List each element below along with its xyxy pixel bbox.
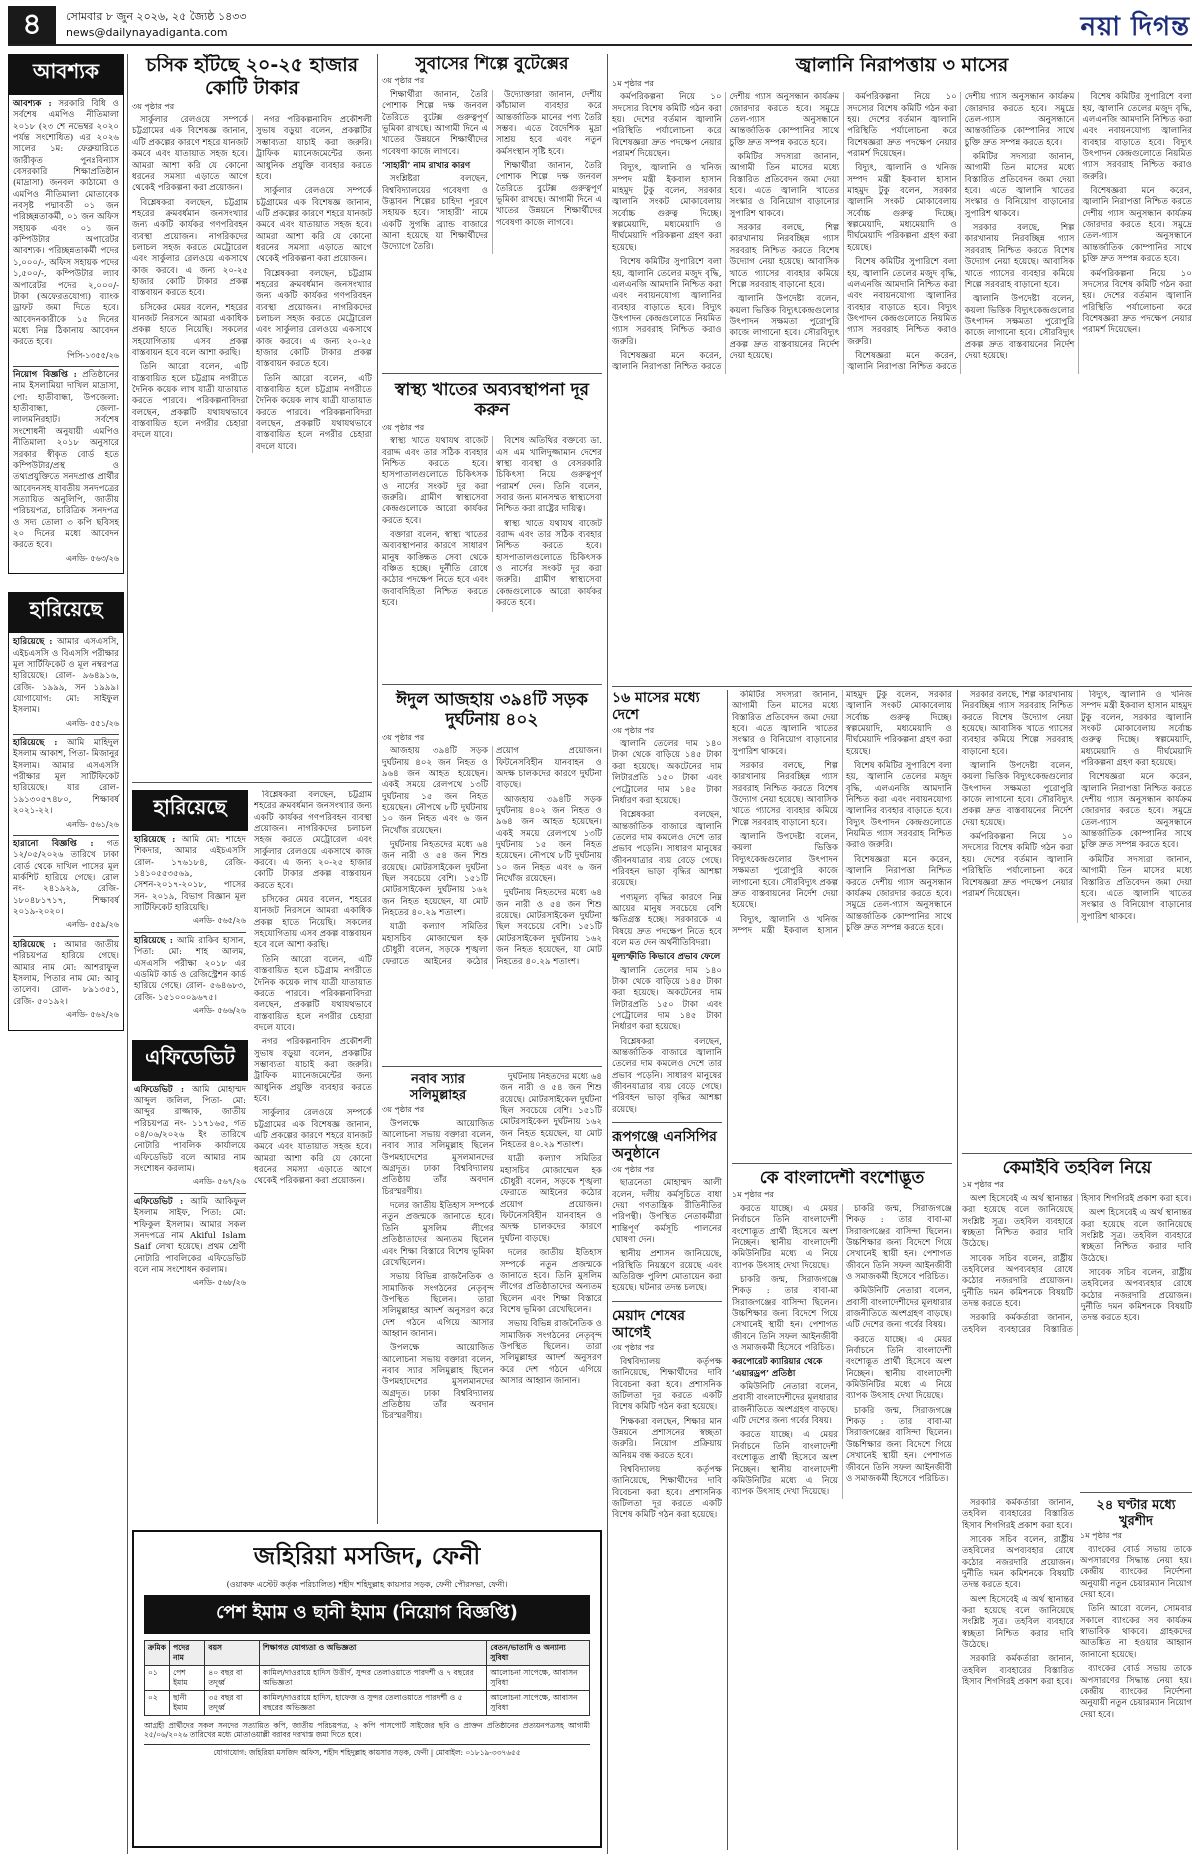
classified-item: হারিয়েছে : আমি মো: শাহেদ শিকদার, আমার এইচএসসি রোল- ১৭৬১৮৪, রেজি- ১৪১০৫৫৩৫৬৯, সেশন-২০১৭-২০১৮, পাসের সন- ২০১৯, বিভাগ বিজ্ঞান মূল সার্টিফিকেট হারিয়েছি। bbox=[134, 835, 246, 914]
lost-column-2 bbox=[132, 790, 248, 1520]
rupganj-headline: রূপগঞ্জে এনসিপির অনুষ্ঠানে bbox=[612, 1129, 717, 1162]
paragraph: তিনি আরো বলেন, এটি বাস্তবায়িত হলে চট্টগ্রাম নগরীতে দৈনিক কয়েক লাখ যাত্রী যাতায়াত করতে পারবে। পরিকল্পনাবিদরা বলছেন, প্রকল্পটি যথাযথভাবে বাস্তবায়িত হলে নগরীর চেহারা বদলে যাবে। bbox=[132, 362, 248, 441]
classified-code: এনডি- ৫৬৫/২৬ bbox=[193, 916, 246, 926]
mas16-article bbox=[612, 690, 722, 1850]
paragraph: স্থানীয় প্রশাসন জানিয়েছে, পরিস্থিতি নিয়ন্ত্রণে রয়েছে এবং অতিরিক্ত পুলিশ মোতায়েন করা হয়েছে। ঘটনার তদন্ত চলছে। bbox=[612, 1249, 722, 1294]
jwalani-article bbox=[612, 54, 1192, 682]
paragraph: জ্বালানি উপদেষ্টা বলেন, কয়লা ভিত্তিক বিদ্যুৎকেন্দ্রগুলোর উৎপাদন সক্ষমতা পুরোপুরি কাজে লাগানো হবে। সৌরবিদ্যুৎ প্রকল্প দ্রুত বাস্তবায়নের নির্দেশ দেয়া হয়েছে। bbox=[732, 832, 838, 911]
paragraph: শিক্ষার্থীরা জানান, তৈরি পোশাক শিল্পে দক্ষ জনবল তৈরিতে বুটেক্স গুরুত্বপূর্ণ ভূমিকা রাখছে। আগামী দিনে এ খাতের উন্নয়নে শিক্ষার্থীদের গবেষণা কাজে লাগবে। bbox=[496, 161, 602, 228]
paragraph: তিনি আরো বলেন, সোমবার সকালে ব্যাংকের সব কার্যক্রম স্বাভাবিক থাকবে। গ্রাহকদের আতঙ্কিত না হওয়ার আহ্বান জানানো হয়েছে। bbox=[1080, 1604, 1192, 1660]
paragraph: সাবেক সচিব বলেন, রাষ্ট্রীয় তহবিলের অপব্যবহার রোধে কঠোর নজরদারি প্রয়োজন। দুর্নীতি দমন কমিশনকে বিষয়টি তদন্ত করতে হবে। bbox=[1081, 1268, 1192, 1324]
jwalani-continued bbox=[732, 690, 952, 1160]
paragraph: দুর্ঘটনায় নিহতদের মধ্যে ৬৪ জন নারী ও ৫৪ জন শিশু রয়েছে। মোটরসাইকেল দুর্ঘটনা ছিল সবচেয়ে বেশি। ১৫১টি মোটরসাইকেল দুর্ঘটনায় ১৬২ জন নিহত হয়েছেন, যা মোট নিহতের ৪০.২৯ শতাংশ। bbox=[382, 840, 488, 919]
paragraph: সাবেক সচিব বলেন, রাষ্ট্রীয় তহবিলের অপব্যবহার রোধে কঠোর নজরদারি প্রয়োজন। দুর্নীতি দমন কমিশনকে বিষয়টি তদন্ত করতে হবে। bbox=[962, 1535, 1074, 1591]
paragraph: বিশেষ কমিটির সুপারিশে বলা হয়, জ্বালানি তেলের মজুদ বৃদ্ধি, এলএনজি আমদানি নিশ্চিত করা এবং নবায়নযোগ্য জ্বালানির ব্যবহার বাড়াতে হবে। বিদ্যুৎ উৎপাদন কেন্দ্রগুলোতে নিয়মিত গ্যাস সরবরাহ নিশ্চিত করাও জরুরি। bbox=[846, 761, 952, 851]
byline: ৩য় পৃষ্ঠার পর bbox=[382, 422, 425, 432]
notice-subtitle: (ওয়াকফ এস্টেট কর্তৃক পরিচালিত) শহীদ শহিদুল্লাহ কায়সার সড়ক, ফেনী পৌরসভা, ফেনী। bbox=[226, 1580, 508, 1589]
paragraph: বিদ্যুৎ, জ্বালানি ও খনিজ সম্পদ মন্ত্রী ইকবাল হাসান মাহমুদ টুকু বলেন, সরকার জ্বালানি সংকট মোকাবেলায় সর্বোচ্চ গুরুত্ব দিচ্ছে। স্বল্পমেয়াদি, মধ্যমেয়াদি ও দীর্ঘমেয়াদি পরিকল্পনা গ্রহণ করা হয়েছে। bbox=[1081, 690, 1192, 769]
paragraph: কর্মপরিকল্পনা নিয়ে ১০ সদস্যের বিশেষ কমিটি গঠন করা হয়। দেশের বর্তমান জ্বালানি পরিস্থিতি পর্যালোচনা করে বিশেষজ্ঞরা দ্রুত পদক্ষেপ নেয়ার পরামর্শ দিয়েছেন। bbox=[1082, 268, 1192, 336]
byline: ৩য় পৃষ্ঠার পর bbox=[612, 1164, 655, 1174]
paragraph: কমিউনিটি নেতারা বলেন, প্রবাসী বাংলাদেশীদের মূলধারার রাজনীতিতে অংশগ্রহণ বাড়ছে। এটি দেশের জন্য গর্বের বিষয়। bbox=[846, 1286, 952, 1331]
lost-title: হারিয়েছে bbox=[8, 592, 124, 633]
classified-code: এনডি- ৫৬৭/২৬ bbox=[193, 1177, 246, 1187]
paragraph: কর্মপরিকল্পনা নিয়ে ১০ সদস্যের বিশেষ কমিটি গঠন করা হয়। দেশের বর্তমান জ্বালানি পরিস্থিতি পর্যালোচনা করে বিশেষজ্ঞরা দ্রুত পদক্ষেপ নেয়ার পরামর্শ দিয়েছেন। bbox=[962, 832, 1073, 899]
classified-code: এনডি- ৫৬৬/২৬ bbox=[193, 1006, 246, 1016]
classified-item: হারানো বিজ্ঞপ্তি : গত ১২/০৫/২০২৬ তারিখে ঢাকা বোর্ড থেকে দাখিল পাসের মূল মার্কশিট হারিয়ে গেছে। রোল নং- ২৪১৯২৯, রেজি- ১৮০৪৮১৭১৭, শিক্ষাবর্ষ ২০১৯-২০২০। bbox=[13, 839, 119, 918]
classified-code: এনডি- ৫৬৩/২৬ bbox=[66, 553, 119, 563]
meyad-headline: মেয়াদ শেষের আগেই bbox=[612, 1307, 685, 1341]
paragraph: অংশ হিসেবেই এ অর্থ স্থানান্তর করা হয়েছে বলে জানিয়েছে সংশ্লিষ্ট সূত্র। তহবিল ব্যবহারে স্বচ্ছতা নিশ্চিত করার দাবি উঠেছে। bbox=[1081, 1208, 1192, 1264]
classified-code: এনডি- ৫৫১/২৬ bbox=[66, 718, 119, 728]
byline: ৩য় পৃষ্ঠার পর bbox=[382, 732, 425, 742]
paragraph: চাকরি জন্ম, সিরাজগঞ্জে শিকড় : তার বাবা-মা সিরাজগঞ্জের বাসিন্দা ছিলেন। উচ্চশিক্ষার জন্য বিদেশে গিয়ে সেখানেই স্থায়ী হন। পেশাগত জীবনে তিনি সফল আইনজীবী ও সমাজকর্মী হিসেবে পরিচিত। bbox=[846, 1405, 952, 1484]
paragraph: সংশ্লিষ্টরা বলছেন, বিশ্ববিদ্যালয়ের গবেষণা ও উদ্ভাবন শিল্পের চাহিদা পূরণে সহায়ক হবে। ‘সাহারী’ নামে একটি সুগন্ধি ব্র্যান্ড বাজারে আনা হয়েছে যা শিক্ষার্থীদের উদ্যোগে তৈরি। bbox=[382, 174, 488, 253]
paragraph: নগর পরিকল্পনাবিদ প্রকৌশলী সুভাষ বড়ুয়া বলেন, প্রকল্পটির সম্ভাব্যতা যাচাই করা জরুরি। ট্রাফিক ম্যানেজমেন্টের জন্য আধুনিক প্রযুক্তি ব্যবহার করতে হবে। bbox=[254, 1037, 372, 1104]
eid-headline: ঈদুল আজহায় ৩৯৪টি সড়ক দুর্ঘটনায় ৪০২ bbox=[396, 690, 588, 731]
classified-item: এফিডেভিট : আমি আকিফুল ইসলাম সাইফ, পিতা: মো: শফিকুল ইসলাম। আমার সকল সনদপত্রে নাম Akiful Islam Saif লেখা হয়েছে। প্রথম শ্রেণী নোটারি পাবলিকের এফিডেভিট বলে নাম সংশোধন করলাম। bbox=[134, 1196, 247, 1275]
classified-item: আবশ্যক : সরকারি বিধি ও সর্বশেষ এমপিও নীতিমালা ২০১৮ (২৩ শে নভেম্বর ২০২০ পর্যন্ত সংশোধিত) এর ২০২৬ সালের ১ম: ফেব্রুয়ারিতে জারীকৃত পুনঃবিন্যাস বেসরকারি শিক্ষাপ্রতিষ্ঠান (মাদ্রাসা) জনবল কাঠামো ও এমপিও নীতিমালা মোতাবেক নবসৃষ্ট পদ্মাবতী ০১ জন পরিচ্ছন্নতাকর্মী, ০১ জন অফিস সহায়ক এবং ০১ জন কম্পিউটার অপারেটর আবশ্যক। পরিচ্ছন্নতাকর্মী পদের ১,০০০/-, অফিস সহায়ক পদের ১,৫০০/-, কম্পিউটার ল্যাব অপারেটর পদের ২,০০০/- টাকা (অফেরতযোগ্য) ব্যাংক ড্রাফট জমা দিতে হবে। আবেদনকারীকে ১৫ দিনের মধ্যে নিম্ন ঠিকানায় আবেদন করতে হবে। bbox=[13, 99, 120, 348]
chasik-article bbox=[132, 54, 372, 774]
paragraph: শিক্ষার্থীরা জানান, তৈরি পোশাক শিল্পে দক্ষ জনবল তৈরিতে বুটেক্স গুরুত্বপূর্ণ ভূমিকা রাখছে। আগামী দিনে এ খাতের উন্নয়নে শিক্ষার্থীদের গবেষণা কাজে লাগবে। bbox=[382, 89, 488, 157]
paragraph: সভায় বিভিন্ন রাজনৈতিক ও সামাজিক সংগঠনের নেতৃবৃন্দ উপস্থিত ছিলেন। তারা সলিমুল্লাহর আদর্শ অনুসরণ করে দেশ গঠনে এগিয়ে আসার আহ্বান জানান। bbox=[382, 1272, 494, 1339]
notice-title: জহিরিয়া মসজিদ, ফেনী bbox=[253, 1542, 481, 1570]
paragraph: বিশেষজ্ঞরা মনে করেন, জ্বালানি নিরাপত্তা নিশ্চিত করতে দেশীয় গ্যাস অনুসন্ধান কার্যক্রম জোরদার করতে হবে। সমুদ্রে তেল-গ্যাস অনুসন্ধানে আন্তর্জাতিক কোম্পানির সাথে চুক্তি দ্রুত সম্পন্ন করতে হবে। bbox=[612, 92, 840, 373]
paragraph: জ্বালানি উপদেষ্টা বলেন, কয়লা ভিত্তিক বিদ্যুৎকেন্দ্রগুলোর উৎপাদন সক্ষমতা পুরোপুরি কাজে লাগানো হবে। সৌরবিদ্যুৎ প্রকল্প দ্রুত বাস্তবায়নের নির্দেশ দেয়া হয়েছে। bbox=[964, 294, 1075, 361]
table-row: ০২ ছানী ইমাম ৩৫ বছর বা তদূর্ধ্ব কামিল/দাওরায়ে হাদিস, হাফেজ ও সুন্দর তেলাওয়াতে পারদর্শী ও ৫ বছরের অভিজ্ঞতা আলোচনা সাপেক্ষে, আবাসন সুবিধা bbox=[145, 1690, 590, 1715]
paragraph: সরকারি কর্মকর্তারা জানান, তহবিল ব্যবহারের বিস্তারিত হিসাব শিগগিরই প্রকাশ করা হবে। bbox=[962, 1193, 1192, 1335]
classified-code: এনডি- ৫৫৯/২৬ bbox=[66, 920, 119, 930]
classified-item: হারিয়েছে : আমার এসএসসি, এইচএসসি ও বিএসসি পরীক্ষার মূল সার্টিফিকেট ও মূল নম্বরপত্র হারিয়েছে। রোল- ৯৬৪৯১৬, রেজি- ১৯৯৯, সন ১৯৯৯। যোগাযোগ: মো: সাইফুল ইসলাম। bbox=[13, 637, 119, 716]
subhead: মূল্যস্ফীতি কিভাবে প্রভাব ফেলে bbox=[612, 952, 721, 963]
paragraph: বিদ্যুৎ, জ্বালানি ও খনিজ সম্পদ মন্ত্রী ইকবাল হাসান মাহমুদ টুকু বলেন, সরকার জ্বালানি সংকট মোকাবেলায় সর্বোচ্চ গুরুত্ব দিচ্ছে। স্বল্পমেয়াদি, মধ্যমেয়াদি ও দীর্ঘমেয়াদি পরিকল্পনা গ্রহণ করা হয়েছে। bbox=[612, 163, 722, 253]
paragraph: চাকরি জন্ম, সিরাজগঞ্জে শিকড় : তার বাবা-মা সিরাজগঞ্জের বাসিন্দা ছিলেন। উচ্চশিক্ষার জন্য বিদেশে গিয়ে সেখানেই স্থায়ী হন। পেশাগত জীবনে তিনি সফল আইনজীবী ও সমাজকর্মী হিসেবে পরিচিত। bbox=[732, 1275, 838, 1354]
paragraph: কর্মপরিকল্পনা নিয়ে ১০ সদস্যের বিশেষ কমিটি গঠন করা হয়। দেশের বর্তমান জ্বালানি পরিস্থিতি পর্যালোচনা করে বিশেষজ্ঞরা দ্রুত পদক্ষেপ নেয়ার পরামর্শ দিয়েছেন। bbox=[847, 92, 957, 160]
paragraph: বিশ্লেষকরা বলছেন, আন্তর্জাতিক বাজারে জ্বালানি তেলের দাম কমলেও দেশে তার প্রভাব পড়েনি। সাধারণ মানুষের জীবনযাত্রার ব্যয় বেড়ে গেছে। পরিবহন ভাড়া বৃদ্ধির আশঙ্কা রয়েছে। bbox=[612, 810, 722, 889]
notice-contact: যোগাযোগ: জহিরিয়া মসজিদ অফিস, শহীদ শহিদুল্লাহ কায়সার সড়ক, ফেনী | মোবাইল: ০১৮১৯-৩৩৭৬৫৫ bbox=[144, 1744, 590, 1758]
byline: ৩য় পৃষ্ঠার পর bbox=[612, 725, 655, 735]
paragraph: সার্কুলার রেলওয়ে সম্পর্কে চট্টগ্রামের এক বিশেষজ্ঞ জানান, এটি প্রকল্পের কারণে শহরে যানজট কমবে এবং যাতায়াত সহজ হবে। আমরা আশা করি যে কোনো ধরনের সমস্যা এড়াতে আগে থেকেই পরিকল্পনা করা প্রয়োজন। bbox=[256, 186, 372, 265]
wanted-box bbox=[8, 95, 124, 574]
subas-headline: সুবাসের শিল্পে বুটেক্সের bbox=[415, 54, 569, 74]
paragraph: উপলক্ষে আয়োজিত আলোচনা সভায় বক্তারা বলেন, নবাব স্যার সলিমুল্লাহ ছিলেন উপমহাদেশের মুসলমানদের অগ্রদূত। ঢাকা বিশ্ববিদ্যালয় প্রতিষ্ঠায় তাঁর অবদান চিরস্মরণীয়। bbox=[382, 1118, 494, 1197]
paragraph: জ্বালানি উপদেষ্টা বলেন, কয়লা ভিত্তিক বিদ্যুৎকেন্দ্রগুলোর উৎপাদন সক্ষমতা পুরোপুরি কাজে লাগানো হবে। সৌরবিদ্যুৎ প্রকল্প দ্রুত বাস্তবায়নের নির্দেশ দেয়া হয়েছে। bbox=[729, 294, 840, 361]
paragraph: বিশ্ববিদ্যালয় কর্তৃপক্ষ জানিয়েছে, শিক্ষার্থীদের দাবি বিবেচনা করা হবে। প্রশাসনিক জটিলতা দূর করতে একটি বিশেষ কমিটি গঠন করা হয়েছে। bbox=[612, 1356, 722, 1413]
paragraph: অংশ হিসেবেই এ অর্থ স্থানান্তর করা হয়েছে বলে জানিয়েছে সংশ্লিষ্ট সূত্র। তহবিল ব্যবহারে স্বচ্ছতা নিশ্চিত করার দাবি উঠেছে। bbox=[962, 1193, 1073, 1250]
paragraph: বিশেষ কমিটির সুপারিশে বলা হয়, জ্বালানি তেলের মজুদ বৃদ্ধি, এলএনজি আমদানি নিশ্চিত করা এবং নবায়নযোগ্য জ্বালানির ব্যবহার বাড়াতে হবে। বিদ্যুৎ উৎপাদন কেন্দ্রগুলোতে নিয়মিত গ্যাস সরবরাহ নিশ্চিত করাও জরুরি। bbox=[612, 257, 722, 347]
paragraph: উদ্যোক্তারা জানান, দেশীয় কাঁচামাল ব্যবহার করে আন্তর্জাতিক মানের পণ্য তৈরি সম্ভব। এতে বৈদেশিক মুদ্রা সাশ্রয় হবে এবং নতুন কর্মসংস্থান সৃষ্টি হবে। bbox=[496, 89, 602, 157]
khurshid-article bbox=[1080, 1498, 1192, 1850]
email-address[interactable]: news@dailynayadiganta.com bbox=[66, 26, 228, 39]
khurshid-headline: ২৪ ঘণ্টার মধ্যে খুরশীদ bbox=[1096, 1498, 1176, 1529]
issue-date: সোমবার ৮ জুন ২০২৬, ২৫ জ্যৈষ্ঠ ১৪৩৩ bbox=[66, 10, 247, 23]
byline: ৩য় পৃষ্ঠার পর bbox=[612, 1343, 655, 1353]
chasik-continued bbox=[254, 790, 372, 1520]
lost-title-2: হারিয়েছে bbox=[132, 790, 248, 831]
classified-item: এফিডেভিট : আমি মোহাম্মদ আব্দুল জলিল, পিতা- মো: আব্দুর রাজ্জাক, জাতীয় পরিচয়পত্র নং- ১১৭১৬৫, গত ০৪/০৬/২০২৬ ইং তারিখে নোটারি পাবলিক কার্যালয়ে এফিডেভিট বলে আমার নাম সংশোধন করলাম। bbox=[134, 1084, 247, 1174]
column-header: বেতন/ভাতাদি ও অন্যান্য সুবিধা bbox=[487, 1640, 590, 1665]
eid-continued bbox=[500, 1072, 602, 1522]
paragraph: যাত্রী কল্যাণ সমিতির মহাসচিব মোজাম্মেল হক চৌধুরী বলেন, সড়কে শৃঙ্খলা ফেরাতে আইনের কঠোর প্রয়োগ প্রয়োজন। ফিটনেসবিহীন যানবাহন ও অদক্ষ চালকদের কারণে দুর্ঘটনা বাড়ছে। bbox=[500, 1154, 602, 1244]
paragraph: সাবেক সচিব বলেন, রাষ্ট্রীয় তহবিলের অপব্যবহার রোধে কঠোর নজরদারি প্রয়োজন। দুর্নীতি দমন কমিশনকে বিষয়টি তদন্ত করতে হবে। bbox=[962, 1253, 1073, 1310]
lost-box bbox=[8, 633, 124, 1030]
vacancy-table bbox=[144, 1640, 590, 1716]
paragraph: বিশ্লেষকরা বলছেন, চট্টগ্রাম শহরের ক্রমবর্ধমান জনসংখ্যার জন্য একটি কার্যকর গণপরিবহন ব্যবস্থা প্রয়োজন। নাগরিকদের চলাচল সহজ করতে মেট্রোরেল এবং সার্কুলার রেলওয়ে একসাথে কাজ করবে। এ জন্য ২০-২৫ হাজার কোটি টাকার প্রকল্প বাস্তবায়ন করতে হবে। bbox=[256, 268, 372, 370]
paragraph: পণ্যমূল্য বৃদ্ধির কারণে নিম্ন আয়ের মানুষ সবচেয়ে বেশি ক্ষতিগ্রস্ত হচ্ছে। সরকারকে এ বিষয়ে দ্রুত পদক্ষেপ নিতে হবে বলে মত দেন অর্থনীতিবিদরা। bbox=[612, 892, 722, 948]
paragraph: স্বাস্থ্য খাতে যথাযথ বাজেট বরাদ্দ এবং তার সঠিক ব্যবহার নিশ্চিত করতে হবে। হাসপাতালগুলোতে চিকিৎসক ও নার্সের সংকট দূর করা জরুরি। গ্রামীণ স্বাস্থ্যসেবা কেন্দ্রগুলোকে আরো কার্যকর করতে হবে। bbox=[382, 436, 488, 526]
column-header: শিক্ষাগত যোগ্যতা ও অভিজ্ঞতা bbox=[259, 1640, 487, 1665]
nabab-article bbox=[382, 1072, 494, 1522]
paragraph: সার্কুলার রেলওয়ে সম্পর্কে চট্টগ্রামের এক বিশেষজ্ঞ জানান, এটি প্রকল্পের কারণে শহরে যানজট কমবে এবং যাতায়াত সহজ হবে। আমরা আশা করি যে কোনো ধরনের সমস্যা এড়াতে আগে থেকেই পরিকল্পনা করা প্রয়োজন। bbox=[132, 115, 248, 194]
page-number: ৪ bbox=[8, 6, 56, 44]
taheli-continued bbox=[962, 1498, 1074, 1850]
paragraph: সরকার বলছে, শিল্প কারখানায় নিরবচ্ছিন্ন গ্যাস সরবরাহ নিশ্চিত করতে বিশেষ উদ্যোগ নেয়া হয়েছে। আবাসিক খাতে গ্যাসের ব্যবহার কমিয়ে শিল্পে সরবরাহ বাড়ানো হবে। bbox=[732, 761, 838, 828]
nabab-headline: নবাব স্যার সলিমুল্লাহর bbox=[409, 1072, 467, 1103]
bangladeshi-headline: কে বাংলাদেশী বংশোদ্ভূত bbox=[759, 1168, 925, 1188]
wanted-title: আবশ্যক bbox=[8, 54, 124, 95]
byline: ১ম পৃষ্ঠার পর bbox=[1080, 1531, 1122, 1541]
byline: ১ম পৃষ্ঠার পর bbox=[732, 1190, 774, 1200]
classified-item: হারিয়েছে : আমার জাতীয় পরিচয়পত্র হারিয়ে গেছে। আমার নাম মো: আশরাফুল ইসলাম, পিতার নাম মো: আবু তালেব। রোল- ৮৯১৩৫১, রেজি- ৫০১৯২। bbox=[13, 940, 119, 1007]
jwalani-headline: জ্বালানি নিরাপত্তায় ৩ মাসের bbox=[795, 54, 1009, 76]
paragraph: চসিকের মেয়র বলেন, শহরের যানজট নিরসনে আমরা একাধিক প্রকল্প হাতে নিয়েছি। সকলের সহযোগিতায় এসব প্রকল্প বাস্তবায়ন হবে বলে আশা করছি। bbox=[254, 895, 372, 951]
paragraph: সরকারি কর্মকর্তারা জানান, তহবিল ব্যবহারের বিস্তারিত হিসাব শিগগিরই প্রকাশ করা হবে। bbox=[962, 1498, 1074, 1531]
swasthya-headline: স্বাস্থ্য খাতের অব্যবস্থাপনা দূর করুন bbox=[395, 380, 589, 421]
byline: ৩য় পৃষ্ঠার পর bbox=[132, 101, 175, 111]
paragraph: ব্যাংকের বোর্ড সভায় তাকে অপসারণের সিদ্ধান্ত নেয়া হয়। কেন্দ্রীয় ব্যাংকের নির্দেশনা অনুযায়ী নতুন চেয়ারম্যান নিয়োগ দেয়া হবে। bbox=[1080, 1664, 1192, 1720]
chasik-headline: চসিক হাঁটছে ২০-২৫ হাজার কোটি টাকার bbox=[145, 54, 359, 99]
paragraph: কর্মপরিকল্পনা নিয়ে ১০ সদস্যের বিশেষ কমিটি গঠন করা হয়। দেশের বর্তমান জ্বালানি পরিস্থিতি পর্যালোচনা করে বিশেষজ্ঞরা দ্রুত পদক্ষেপ নেয়ার পরামর্শ দিয়েছেন। bbox=[612, 92, 722, 160]
paragraph: বিশ্লেষকরা বলছেন, আন্তর্জাতিক বাজারে জ্বালানি তেলের দাম কমলেও দেশে তার প্রভাব পড়েনি। সাধারণ মানুষের জীবনযাত্রার ব্যয় বেড়ে গেছে। পরিবহন ভাড়া বৃদ্ধির আশঙ্কা রয়েছে। bbox=[612, 1036, 722, 1115]
column-header: ক্রমিক bbox=[145, 1640, 170, 1665]
paragraph: বিশেষ অতিথির বক্তব্যে ডা. এস এম খালিদুজ্জামান দেশের স্বাস্থ্য ব্যবস্থা ও বেসরকারি চিকিৎসা নিয়ে গুরুত্বপূর্ণ পরামর্শ দেন। তিনি বলেন, সবার জন্য মানসম্মত স্বাস্থ্যসেবা নিশ্চিত করা রাষ্ট্রের দায়িত্ব। bbox=[496, 436, 602, 515]
paragraph: বিদ্যুৎ, জ্বালানি ও খনিজ সম্পদ মন্ত্রী ইকবাল হাসান মাহমুদ টুকু বলেন, সরকার জ্বালানি সংকট মোকাবেলায় সর্বোচ্চ গুরুত্ব দিচ্ছে। স্বল্পমেয়াদি, মধ্যমেয়াদি ও দীর্ঘমেয়াদি পরিকল্পনা গ্রহণ করা হয়েছে। bbox=[847, 163, 957, 253]
paragraph: কমিটির সদস্যরা জানান, আগামী তিন মাসের মধ্যে বিস্তারিত প্রতিবেদন জমা দেয়া হবে। এতে জ্বালানি খাতের সংস্কার ও বিনিয়োগ বাড়ানোর সুপারিশ থাকবে। bbox=[729, 152, 840, 219]
paragraph: অংশ হিসেবেই এ অর্থ স্থানান্তর করা হয়েছে বলে জানিয়েছে সংশ্লিষ্ট সূত্র। তহবিল ব্যবহারে স্বচ্ছতা নিশ্চিত করার দাবি উঠেছে। bbox=[962, 1594, 1074, 1651]
paragraph: সরকার বলছে, শিল্প কারখানায় নিরবচ্ছিন্ন গ্যাস সরবরাহ নিশ্চিত করতে বিশেষ উদ্যোগ নেয়া হয়েছে। আবাসিক খাতে গ্যাসের ব্যবহার কমিয়ে শিল্পে সরবরাহ বাড়ানো হবে। bbox=[729, 223, 840, 290]
newspaper-logo: নয়া দিগন্ত bbox=[1080, 12, 1190, 42]
paragraph: বিশেষজ্ঞরা মনে করেন, জ্বালানি নিরাপত্তা নিশ্চিত করতে দেশীয় গ্যাস অনুসন্ধান কার্যক্রম জোরদার করতে হবে। সমুদ্রে তেল-গ্যাস অনুসন্ধানে আন্তর্জাতিক কোম্পানির সাথে চুক্তি দ্রুত সম্পন্ন করতে হবে। bbox=[846, 854, 952, 933]
classified-item: হারিয়েছে : আমি মাহিদুল ইসলাম আকাশ, পিতা- মিজানুর ইসলাম। আমার এসএসসি পরীক্ষার মূল সার্টিফিকেট হারিয়েছে। যার রোল- ১৯১৩০৫৭৪৮০, শিক্ষাবর্ষ ২০২১-২২। bbox=[13, 738, 119, 817]
paragraph: যাত্রী কল্যাণ সমিতির মহাসচিব মোজাম্মেল হক চৌধুরী বলেন, সড়কে শৃঙ্খলা ফেরাতে আইনের কঠোর প্রয়োগ প্রয়োজন। ফিটনেসবিহীন যানবাহন ও অদক্ষ চালকদের কারণে দুর্ঘটনা বাড়ছে। bbox=[382, 746, 602, 967]
paragraph: কমিটির সদস্যরা জানান, আগামী তিন মাসের মধ্যে বিস্তারিত প্রতিবেদন জমা দেয়া হবে। এতে জ্বালানি খাতের সংস্কার ও বিনিয়োগ বাড়ানোর সুপারিশ থাকবে। bbox=[1081, 854, 1192, 922]
subhead: করপোরেট ক্যারিয়ার থেকে ‘এয়ারড্রপ’ প্রতিষ্ঠা bbox=[732, 1357, 823, 1379]
paragraph: করতে যাচ্ছে। এ মেয়র নির্বাচনে তিনি বাংলাদেশী বংশোদ্ভূত প্রার্থী হিসেবে অংশ নিচ্ছেন। স্থানীয় বাংলাদেশী কমিউনিটির মধ্যে এ নিয়ে ব্যাপক উৎসাহ দেখা দিয়েছে। bbox=[732, 1203, 838, 1271]
paragraph: জ্বালানি তেলের দাম ১৪০ টাকা থেকে বাড়িয়ে ১৪৫ টাকা করা হয়েছে। অকটেনের দাম লিটারপ্রতি ১৫০ টাকা এবং পেট্রোলের দাম ১৪৫ টাকা নির্ধারণ করা হয়েছে। bbox=[612, 965, 722, 1033]
byline: ১ম পৃষ্ঠার পর bbox=[612, 78, 654, 88]
paragraph: দলের জাতীয় ইতিহাস সম্পর্কে নতুন প্রজন্মকে জানাতে হবে। তিনি মুসলিম লীগের প্রতিষ্ঠাতাদের অন্যতম ছিলেন এবং শিক্ষা বিস্তারে বিশেষ ভূমিকা রেখেছিলেন। bbox=[500, 1248, 602, 1315]
subas-article bbox=[382, 54, 602, 369]
paragraph: বিশ্লেষকরা বলছেন, চট্টগ্রাম শহরের ক্রমবর্ধমান জনসংখ্যার জন্য একটি কার্যকর গণপরিবহন ব্যবস্থা প্রয়োজন। নাগরিকদের চলাচল সহজ করতে মেট্রোরেল এবং সার্কুলার রেলওয়ে একসাথে কাজ করবে। এ জন্য ২০-২৫ হাজার কোটি টাকার প্রকল্প বাস্তবায়ন করতে হবে। bbox=[132, 197, 248, 299]
paragraph: জ্বালানি তেলের দাম ১৪০ টাকা থেকে বাড়িয়ে ১৪৫ টাকা করা হয়েছে। অকটেনের দাম লিটারপ্রতি ১৫০ টাকা এবং পেট্রোলের দাম ১৪৫ টাকা নির্ধারণ করা হয়েছে। bbox=[612, 739, 722, 806]
paragraph: দুর্ঘটনায় নিহতদের মধ্যে ৬৪ জন নারী ও ৫৪ জন শিশু রয়েছে। মোটরসাইকেল দুর্ঘটনা ছিল সবচেয়ে বেশি। ১৫১টি মোটরসাইকেল দুর্ঘটনায় ১৬২ জন নিহত হয়েছেন, যা মোট নিহতের ৪০.২৯ শতাংশ। bbox=[500, 1072, 602, 1151]
paragraph: কমিটির সদস্যরা জানান, আগামী তিন মাসের মধ্যে বিস্তারিত প্রতিবেদন জমা দেয়া হবে। এতে জ্বালানি খাতের সংস্কার ও বিনিয়োগ বাড়ানোর সুপারিশ থাকবে। bbox=[732, 690, 838, 757]
paragraph: বক্তারা বলেন, স্বাস্থ্য খাতের অব্যবস্থাপনার কারণে সাধারণ মানুষ কাঙ্ক্ষিত সেবা থেকে বঞ্চিত হচ্ছে। দুর্নীতি রোধে কঠোর পদক্ষেপ নিতে হবে এবং জবাবদিহিতা নিশ্চিত করতে হবে। bbox=[382, 530, 488, 609]
paragraph: চসিকের মেয়র বলেন, শহরের যানজট নিরসনে আমরা একাধিক প্রকল্প হাতে নিয়েছি। সকলের সহযোগিতায় এসব প্রকল্প বাস্তবায়ন হবে বলে আশা করছি। bbox=[132, 302, 248, 359]
paragraph: আজহায় ৩৯৪টি সড়ক দুর্ঘটনায় ৪০২ জন নিহত ও ৯৬৪ জন আহত হয়েছেন। একই সময়ে রেলপথে ১৩টি দুর্ঘটনায় ১৫ জন নিহত হয়েছেন। নৌপথে ৮টি দুর্ঘটনায় ১০ জন নিহত এবং ৬ জন নিখোঁজ রয়েছেন। bbox=[382, 746, 488, 836]
eid-article bbox=[382, 690, 602, 1062]
paragraph: তিনি আরো বলেন, এটি বাস্তবায়িত হলে চট্টগ্রাম নগরীতে দৈনিক কয়েক লাখ যাত্রী যাতায়াত করতে পারবে। পরিকল্পনাবিদরা বলছেন, প্রকল্পটি যথাযথভাবে বাস্তবায়িত হলে নগরীর চেহারা বদলে যাবে। bbox=[254, 954, 372, 1033]
paragraph: সভায় বিভিন্ন রাজনৈতিক ও সামাজিক সংগঠনের নেতৃবৃন্দ উপস্থিত ছিলেন। তারা সলিমুল্লাহর আদর্শ অনুসরণ করে দেশ গঠনে এগিয়ে আসার আহ্বান জানান। bbox=[500, 1319, 602, 1386]
notice-banner: পেশ ইমাম ও ছানী ইমাম (নিয়োগ বিজ্ঞপ্তি) bbox=[144, 1595, 590, 1634]
byline: ১ম পৃষ্ঠার পর bbox=[962, 1180, 1004, 1190]
paragraph: জ্বালানি উপদেষ্টা বলেন, কয়লা ভিত্তিক বিদ্যুৎকেন্দ্রগুলোর উৎপাদন সক্ষমতা পুরোপুরি কাজে লাগানো হবে। সৌরবিদ্যুৎ প্রকল্প দ্রুত বাস্তবায়নের নির্দেশ দেয়া হয়েছে। bbox=[962, 761, 1073, 828]
paragraph: দলের জাতীয় ইতিহাস সম্পর্কে নতুন প্রজন্মকে জানাতে হবে। তিনি মুসলিম লীগের প্রতিষ্ঠাতাদের অন্যতম ছিলেন এবং শিক্ষা বিস্তারে বিশেষ ভূমিকা রেখেছিলেন। bbox=[382, 1201, 494, 1268]
paragraph: কমিটির সদস্যরা জানান, আগামী তিন মাসের মধ্যে বিস্তারিত প্রতিবেদন জমা দেয়া হবে। এতে জ্বালানি খাতের সংস্কার ও বিনিয়োগ বাড়ানোর সুপারিশ থাকবে। bbox=[964, 152, 1075, 219]
jwalani-right-continued bbox=[962, 690, 1192, 1150]
classifieds-column bbox=[8, 54, 124, 1854]
paragraph: স্বাস্থ্য খাতে যথাযথ বাজেট বরাদ্দ এবং তার সঠিক ব্যবহার নিশ্চিত করতে হবে। হাসপাতালগুলোতে চিকিৎসক ও নার্সের সংকট দূর করা জরুরি। গ্রামীণ স্বাস্থ্যসেবা কেন্দ্রগুলোকে আরো কার্যকর করতে হবে। bbox=[496, 518, 602, 609]
paragraph: বিদ্যুৎ, জ্বালানি ও খনিজ সম্পদ মন্ত্রী ইকবাল হাসান মাহমুদ টুকু বলেন, সরকার জ্বালানি সংকট মোকাবেলায় সর্বোচ্চ গুরুত্ব দিচ্ছে। স্বল্পমেয়াদি, মধ্যমেয়াদি ও দীর্ঘমেয়াদি পরিকল্পনা গ্রহণ করা হয়েছে। bbox=[732, 690, 952, 936]
paragraph: ব্যাংকের বোর্ড সভায় তাকে অপসারণের সিদ্ধান্ত নেয়া হয়। কেন্দ্রীয় ব্যাংকের নির্দেশনা অনুযায়ী নতুন চেয়ারম্যান নিয়োগ দেয়া হবে। bbox=[1080, 1544, 1192, 1601]
paragraph: আজহায় ৩৯৪টি সড়ক দুর্ঘটনায় ৪০২ জন নিহত ও ৯৬৪ জন আহত হয়েছেন। একই সময়ে রেলপথে ১৩টি দুর্ঘটনায় ১৫ জন নিহত হয়েছেন। নৌপথে ৮টি দুর্ঘটনায় ১০ জন নিহত এবং ৬ জন নিখোঁজ রয়েছেন। bbox=[496, 794, 602, 885]
paragraph: সরকারি কর্মকর্তারা জানান, তহবিল ব্যবহারের বিস্তারিত হিসাব শিগগিরই প্রকাশ করা হবে। bbox=[962, 1654, 1074, 1688]
paragraph: বিশ্ববিদ্যালয় কর্তৃপক্ষ জানিয়েছে, শিক্ষার্থীদের দাবি বিবেচনা করা হবে। প্রশাসনিক জটিলতা দূর করতে একটি বিশেষ কমিটি গঠন করা হয়েছে। bbox=[612, 1464, 722, 1521]
column-header: পদের নাম bbox=[170, 1640, 205, 1665]
paragraph: বিশেষ কমিটির সুপারিশে বলা হয়, জ্বালানি তেলের মজুদ বৃদ্ধি, এলএনজি আমদানি নিশ্চিত করা এবং নবায়নযোগ্য জ্বালানির ব্যবহার বাড়াতে হবে। বিদ্যুৎ উৎপাদন কেন্দ্রগুলোতে নিয়মিত গ্যাস সরবরাহ নিশ্চিত করাও জরুরি। bbox=[1082, 92, 1192, 182]
notice-instructions: আগ্রহী প্রার্থীদের সকল সনদের সত্যায়িত কপি, জাতীয় পরিচয়পত্র, ২ কপি পাসপোর্ট সাইজের ছবি ও প্রাক্তন প্রতিষ্ঠানের প্রত্যয়নপত্রসহ আগামী ২৫/০৬/২০২৬ তারিখের মধ্যে মোতাওয়াল্লী বরাবর দরখাস্ত জমা দিতে হবে। bbox=[144, 1720, 590, 1740]
paragraph: তিনি আরো বলেন, এটি বাস্তবায়িত হলে চট্টগ্রাম নগরীতে দৈনিক কয়েক লাখ যাত্রী যাতায়াত করতে পারবে। পরিকল্পনাবিদরা বলছেন, প্রকল্পটি যথাযথভাবে বাস্তবায়িত হলে নগরীর চেহারা বদলে যাবে। bbox=[256, 373, 372, 452]
paragraph: সরকার বলছে, শিল্প কারখানায় নিরবচ্ছিন্ন গ্যাস সরবরাহ নিশ্চিত করতে বিশেষ উদ্যোগ নেয়া হয়েছে। আবাসিক খাতে গ্যাসের ব্যবহার কমিয়ে শিল্পে সরবরাহ বাড়ানো হবে। bbox=[962, 690, 1073, 757]
paragraph: বিশেষ কমিটির সুপারিশে বলা হয়, জ্বালানি তেলের মজুদ বৃদ্ধি, এলএনজি আমদানি নিশ্চিত করা এবং নবায়নযোগ্য জ্বালানির ব্যবহার বাড়াতে হবে। বিদ্যুৎ উৎপাদন কেন্দ্রগুলোতে নিয়মিত গ্যাস সরবরাহ নিশ্চিত করাও জরুরি। bbox=[847, 257, 957, 347]
paragraph: সার্কুলার রেলওয়ে সম্পর্কে চট্টগ্রামের এক বিশেষজ্ঞ জানান, এটি প্রকল্পের কারণে শহরে যানজট কমবে এবং যাতায়াত সহজ হবে। আমরা আশা করি যে কোনো ধরনের সমস্যা এড়াতে আগে থেকেই পরিকল্পনা করা প্রয়োজন। bbox=[254, 1108, 372, 1187]
taheli-article bbox=[962, 1158, 1192, 1488]
swasthya-article bbox=[382, 380, 602, 678]
classified-code: এনডি- ৫৬২/২৬ bbox=[66, 1010, 119, 1020]
column-header: বয়স bbox=[205, 1640, 260, 1665]
paragraph: উপলক্ষে আয়োজিত আলোচনা সভায় বক্তারা বলেন, নবাব স্যার সলিমুল্লাহ ছিলেন উপমহাদেশের মুসলমানদের অগ্রদূত। ঢাকা বিশ্ববিদ্যালয় প্রতিষ্ঠায় তাঁর অবদান চিরস্মরণীয়। bbox=[382, 1343, 494, 1422]
paragraph: বিশেষজ্ঞরা মনে করেন, জ্বালানি নিরাপত্তা নিশ্চিত করতে দেশীয় গ্যাস অনুসন্ধান কার্যক্রম জোরদার করতে হবে। সমুদ্রে তেল-গ্যাস অনুসন্ধানে আন্তর্জাতিক কোম্পানির সাথে চুক্তি দ্রুত সম্পন্ন করতে হবে। bbox=[847, 92, 1075, 373]
classified-code: এনডি- ৫৬১/২৬ bbox=[66, 819, 119, 829]
paragraph: নগর পরিকল্পনাবিদ প্রকৌশলী সুভাষ বড়ুয়া বলেন, প্রকল্পটির সম্ভাব্যতা যাচাই করা জরুরি। ট্রাফিক ম্যানেজমেন্টের জন্য আধুনিক প্রযুক্তি ব্যবহার করতে হবে। bbox=[256, 115, 372, 182]
paragraph: দুর্ঘটনায় নিহতদের মধ্যে ৬৪ জন নারী ও ৫৪ জন শিশু রয়েছে। মোটরসাইকেল দুর্ঘটনা ছিল সবচেয়ে বেশি। ১৫১টি মোটরসাইকেল দুর্ঘটনায় ১৬২ জন নিহত হয়েছেন, যা মোট নিহতের ৪০.২৯ শতাংশ। bbox=[496, 888, 602, 967]
paragraph: বিশ্লেষকরা বলছেন, চট্টগ্রাম শহরের ক্রমবর্ধমান জনসংখ্যার জন্য একটি কার্যকর গণপরিবহন ব্যবস্থা প্রয়োজন। নাগরিকদের চলাচল সহজ করতে মেট্রোরেল এবং সার্কুলার রেলওয়ে একসাথে কাজ করবে। এ জন্য ২০-২৫ হাজার কোটি টাকার প্রকল্প বাস্তবায়ন করতে হবে। bbox=[254, 790, 372, 891]
classified-item: হারিয়েছে : আমি রাকিব হাসান, পিতা: মো: শাহ আলম, এসএসসি পরীক্ষা ২০১৮ এর এডমিট কার্ড ও রেজিস্ট্রেশন কার্ড হারিয়ে গেছে। রোল- ৫৬৪৬৮৩, রেজি- ১৫১০০০৯৬৭৫। bbox=[134, 935, 246, 1003]
paragraph: করতে যাচ্ছে। এ মেয়র নির্বাচনে তিনি বাংলাদেশী বংশোদ্ভূত প্রার্থী হিসেবে অংশ নিচ্ছেন। স্থানীয় বাংলাদেশী কমিউনিটির মধ্যে এ নিয়ে ব্যাপক উৎসাহ দেখা দিয়েছে। bbox=[732, 1430, 838, 1498]
subhead: ‘সাহারী’ নাম রাখার কারণ bbox=[382, 161, 471, 171]
paragraph: ছাত্রনেতা মোহাম্মদ আলী বলেন, দলীয় কর্মসূচিতে বাধা দেয়া গণতান্ত্রিক রীতিনীতির পরিপন্থী। উপস্থিত নেতাকর্মীরা শান্তিপূর্ণ কর্মসূচি পালনের ঘোষণা দেন। bbox=[612, 1178, 722, 1245]
page-header bbox=[8, 6, 1192, 46]
mas16-headline: ১৬ মাসের মধ্যে দেশে bbox=[612, 690, 700, 723]
classified-item: নিয়োগ বিজ্ঞপ্তি : প্রতিষ্ঠানের নাম ইসলামিয়া দাখিল মাদ্রাসা, পো: হাতীবান্ধা, উপজেলা: হাতীবান্ধা, জেলা-লালমনিরহাট। সর্বশেষ সংশোধনী অনুযায়ী এমপিও নীতিমালা ২০১৮ অনুসারে সরকার স্বীকৃত বোর্ড হতে কম্পিউটার/প্রস্থ ও তথ্যপ্রযুক্তিতে সনদপ্রাপ্ত প্রার্থীর আবেদনসহ যাবতীয় সনদপত্রের সত্যায়িত অনুলিপি, জাতীয় পরিচয়পত্র, চারিত্রিক সনদপত্র ও সদ্য তোলা ৩ কপি ছবিসহ ২০ দিনের মধ্যে আবেদন করতে হবে। bbox=[13, 370, 119, 551]
paragraph: কমিউনিটি নেতারা বলেন, প্রবাসী বাংলাদেশীদের মূলধারার রাজনীতিতে অংশগ্রহণ বাড়ছে। এটি দেশের জন্য গর্বের বিষয়। bbox=[732, 1382, 838, 1427]
classified-code: পিসি-১৩৫৫/২৬ bbox=[67, 350, 119, 360]
paragraph: শিক্ষকরা বলছেন, শিক্ষার মান উন্নয়নে প্রশাসনের স্বচ্ছতা জরুরি। নিয়োগ প্রক্রিয়ায় অনিয়ম বন্ধ করতে হবে। bbox=[612, 1416, 722, 1461]
taheli-headline: কেমাইবি তহবিল নিয়ে bbox=[1002, 1158, 1152, 1178]
paragraph: সরকার বলছে, শিল্প কারখানায় নিরবচ্ছিন্ন গ্যাস সরবরাহ নিশ্চিত করতে বিশেষ উদ্যোগ নেয়া হয়েছে। আবাসিক খাতে গ্যাসের ব্যবহার কমিয়ে শিল্পে সরবরাহ বাড়ানো হবে। bbox=[964, 223, 1075, 290]
paragraph: বিশেষজ্ঞরা মনে করেন, জ্বালানি নিরাপত্তা নিশ্চিত করতে দেশীয় গ্যাস অনুসন্ধান কার্যক্রম জোরদার করতে হবে। সমুদ্রে তেল-গ্যাস অনুসন্ধানে আন্তর্জাতিক কোম্পানির সাথে চুক্তি দ্রুত সম্পন্ন করতে হবে। bbox=[1082, 186, 1192, 265]
paragraph: চাকরি জন্ম, সিরাজগঞ্জে শিকড় : তার বাবা-মা সিরাজগঞ্জের বাসিন্দা ছিলেন। উচ্চশিক্ষার জন্য বিদেশে গিয়ে সেখানেই স্থায়ী হন। পেশাগত জীবনে তিনি সফল আইনজীবী ও সমাজকর্মী হিসেবে পরিচিত। bbox=[846, 1203, 952, 1282]
byline: ৩য় পৃষ্ঠার পর bbox=[382, 1105, 425, 1115]
affidavit-title: এফিডেভিট bbox=[132, 1040, 248, 1081]
byline: ৩য় পৃষ্ঠার পর bbox=[382, 76, 425, 86]
table-row: ০১ পেশ ইমাম ৪০ বছর বা তদূর্ধ্ব কামিল/দাওরায়ে হাদিস উত্তীর্ণ, সুন্দর তেলাওয়াতে পারদর্শী ও ৭ বছরের অভিজ্ঞতা আলোচনা সাপেক্ষে, আবাসন সুবিধা bbox=[145, 1665, 590, 1690]
paragraph: বিশেষজ্ঞরা মনে করেন, জ্বালানি নিরাপত্তা নিশ্চিত করতে দেশীয় গ্যাস অনুসন্ধান কার্যক্রম জোরদার করতে হবে। সমুদ্রে তেল-গ্যাস অনুসন্ধানে আন্তর্জাতিক কোম্পানির সাথে চুক্তি দ্রুত সম্পন্ন করতে হবে। bbox=[1081, 772, 1192, 851]
paragraph: করতে যাচ্ছে। এ মেয়র নির্বাচনে তিনি বাংলাদেশী বংশোদ্ভূত প্রার্থী হিসেবে অংশ নিচ্ছেন। স্থানীয় বাংলাদেশী কমিউনিটির মধ্যে এ নিয়ে ব্যাপক উৎসাহ দেখা দিয়েছে। bbox=[846, 1334, 952, 1402]
classified-code: এনডি- ৫৬৮/২৬ bbox=[193, 1278, 246, 1288]
mosque-job-notice bbox=[132, 1530, 602, 1848]
bangladeshi-article bbox=[732, 1168, 952, 1850]
